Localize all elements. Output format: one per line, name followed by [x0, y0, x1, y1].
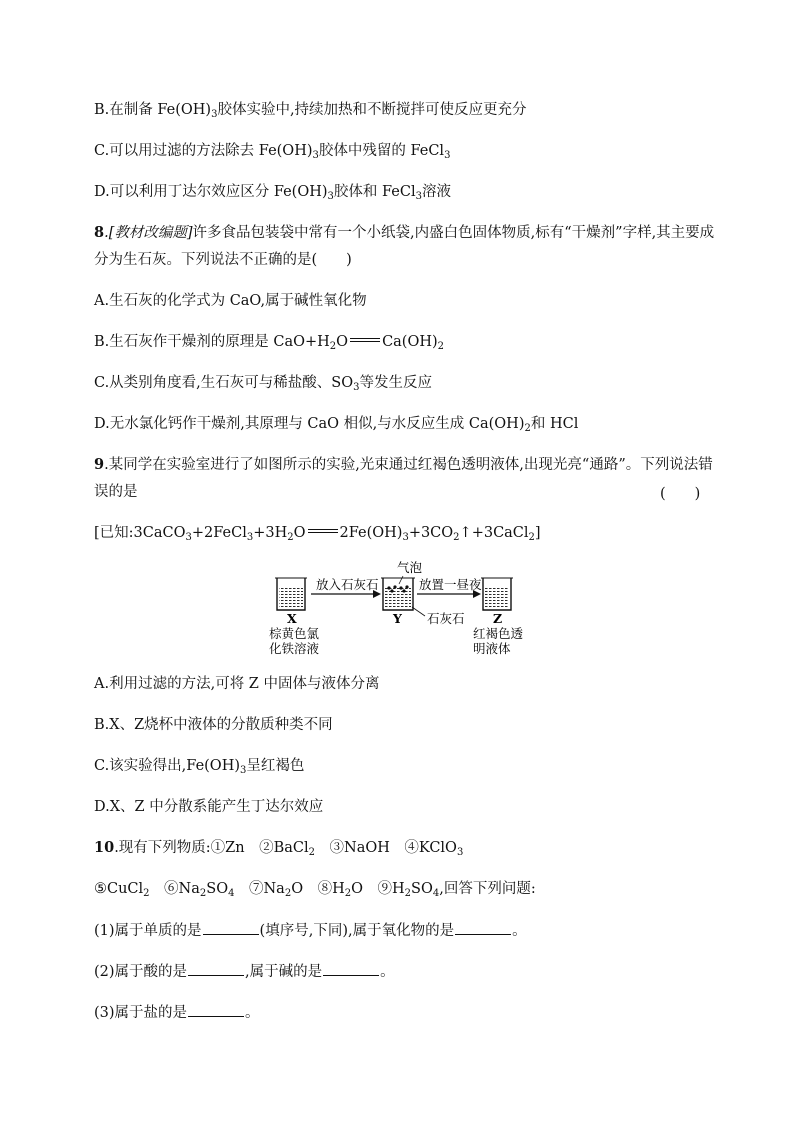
- q9-number: 9: [94, 456, 105, 473]
- q9-known-equation: [已知$:3CaCO_3+2FeCl_3+3H_2O$ $2Fe(OH)_3+3CO_2↑+3CaCl_2$]: [94, 525, 541, 543]
- beaker-z: [481, 578, 513, 610]
- q9-stem-line1: 9.某同学在实验室进行了如图所示的实验,光束通过红褐色透明液体,出现光亮“通路”。下列说法错: [94, 456, 713, 473]
- equals-sign: [308, 529, 338, 533]
- q9-option-c: C.该实验得出$,Fe(OH)_3$呈红褐色: [94, 758, 305, 776]
- z-letter: Z: [493, 611, 503, 626]
- q8-stem-line1: 8.[教材改编题]许多食品包装袋中常有一个小纸袋,内盛白色固体物质,标有“干燥剂”字样,其主要成: [94, 224, 715, 241]
- q10-part3: (3)属于盐的是 。: [94, 1002, 260, 1023]
- q8-option-c: C.从类别角度看,生石灰可与稀盐酸、$SO_3$等发生反应: [94, 375, 432, 393]
- answer-paren: ( ): [660, 486, 701, 502]
- answer-blank[interactable]: [188, 1002, 244, 1017]
- q10-stem-line1: 10.现有下列物质:①Zn ②BaCl$_2$ ③NaOH ④KClO$_3$: [94, 839, 464, 858]
- answer-blank[interactable]: [323, 961, 379, 976]
- bubble-label: 气泡: [397, 560, 423, 575]
- q9-stem-line2: 误的是: [94, 484, 138, 500]
- x-desc-2: 化铁溶液: [269, 641, 320, 656]
- experiment-diagram: [265, 560, 525, 660]
- q9-option-a: A.利用过滤的方法,可将 Z 中固体与液体分离: [94, 676, 380, 692]
- q8-tag: .[教材改编题]: [104, 225, 193, 241]
- q7-option-d: D.可以利用丁达尔效应区分 $Fe(OH)_3$胶体和 FeCl$_3$溶液: [94, 184, 451, 202]
- q9-option-d: D.X、Z 中分散系能产生丁达尔效应: [94, 799, 324, 815]
- arrow2-label: 放置一昼夜: [419, 577, 482, 592]
- q8-option-a: A.生石灰的化学式为 CaO,属于碱性氧化物: [94, 293, 367, 309]
- q10-stem-line2: ⑤CuCl$_2$ $⑥Na_2SO_4$ $⑦Na_2O$ $⑧H_2O$ $⑨H_2SO_4$,回答下列问题:: [94, 881, 536, 899]
- q8-stem-line2: 分为生石灰。下列说法不正确的是( ): [94, 252, 352, 268]
- answer-blank[interactable]: [188, 961, 244, 976]
- answer-blank[interactable]: [203, 920, 259, 935]
- x-desc-1: 棕黄色氯: [269, 626, 320, 641]
- q7-option-c: C.可以用过滤的方法除去 $Fe(OH)_3$胶体中残留的 FeCl$_3$: [94, 143, 451, 161]
- q10-part1: (1)属于单质的是 (填序号,下同),属于氧化物的是 。: [94, 920, 527, 941]
- q9-option-b: B.X、Z烧杯中液体的分散质种类不同: [94, 717, 333, 733]
- q10-number: 10: [94, 839, 115, 856]
- beaker-x: [275, 578, 307, 610]
- z-desc-1: 红褐色透: [473, 626, 524, 641]
- answer-blank[interactable]: [455, 920, 511, 935]
- q8-option-d: D.无水氯化钙作干燥剂,其原理与 CaO 相似,与水反应生成 $Ca(OH)_2$和 HCl: [94, 416, 579, 434]
- q8-option-b: B.生石灰作干燥剂的原理是 $CaO+H_2O$ $Ca(OH)_2$: [94, 334, 445, 352]
- x-letter: X: [287, 611, 297, 626]
- q8-number: 8: [94, 224, 105, 241]
- z-desc-2: 明液体: [473, 641, 511, 656]
- equals-sign: [350, 338, 380, 342]
- arrow1-label: 放入石灰石: [316, 577, 379, 592]
- q7-option-b: B.在制备 $Fe(OH)_3$胶体实验中,持续加热和不断搅拌可使反应更充分: [94, 102, 527, 120]
- q10-part2: (2)属于酸的是 ,属于碱的是 。: [94, 961, 395, 982]
- stone-label: 石灰石: [427, 611, 465, 626]
- y-letter: Y: [393, 611, 402, 626]
